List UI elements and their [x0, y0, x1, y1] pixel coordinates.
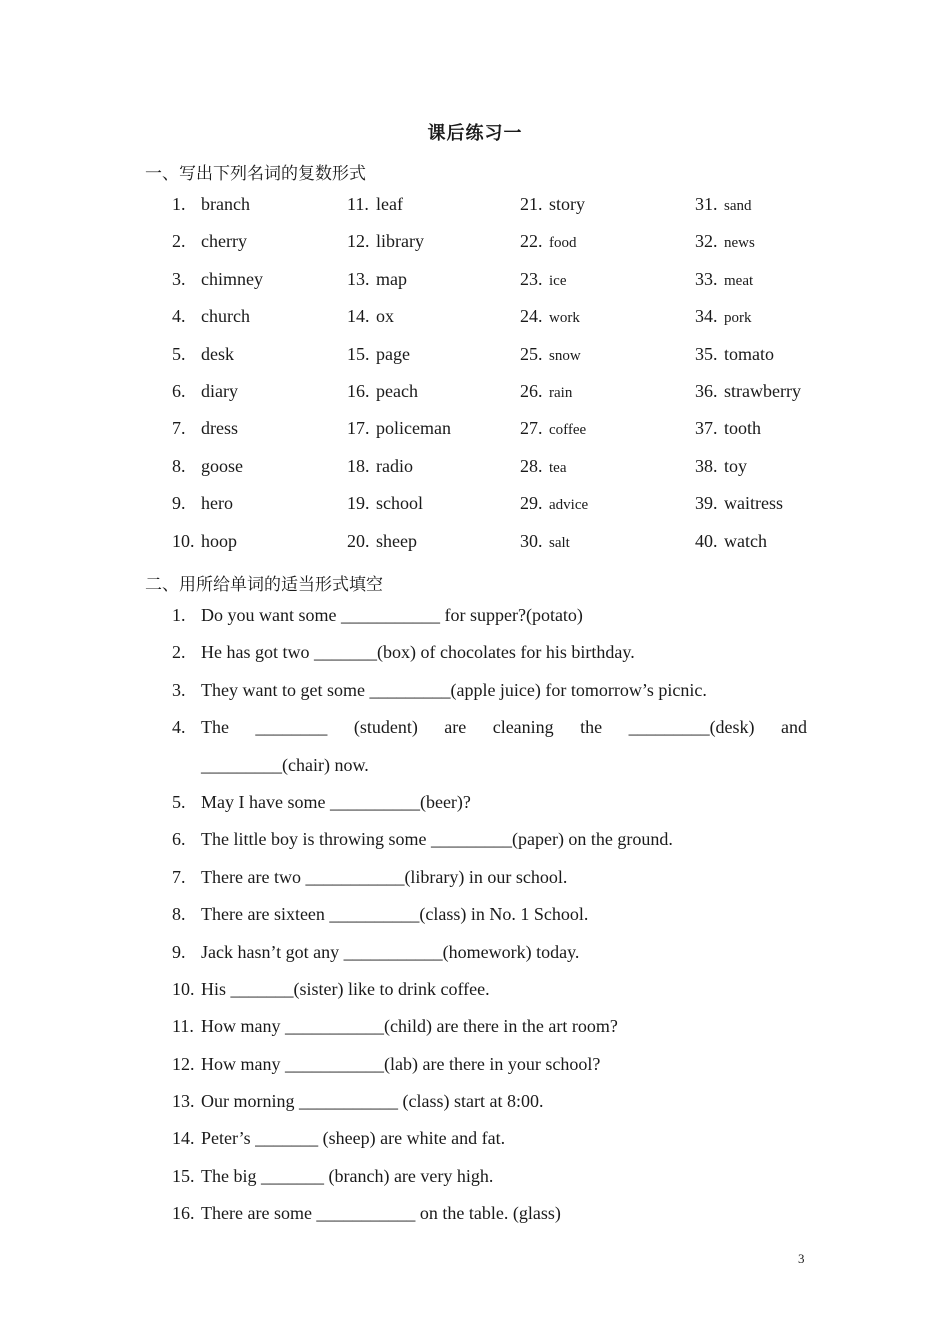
exercise-item — [0, 942, 950, 979]
exercise-text: There are some ___________ on the table. (glass) — [201, 1203, 561, 1224]
exercise-item — [0, 1128, 950, 1165]
word-item — [695, 194, 752, 215]
word-text: strawberry — [724, 380, 801, 401]
word-item — [172, 381, 238, 402]
word-number: 19. — [347, 493, 370, 514]
word-number: 32. — [695, 231, 718, 252]
word-text: tea — [549, 459, 567, 476]
exercise-text: They want to get some _________(apple juice) for tomorrow’s picnic. — [201, 679, 707, 700]
word-text: tomato — [724, 343, 774, 364]
exercise-item — [0, 1016, 950, 1053]
word-number: 18. — [347, 455, 370, 476]
word-item — [520, 344, 581, 365]
exercise-number: 7. — [172, 866, 186, 887]
word-item — [520, 531, 570, 552]
word-number: 31. — [695, 194, 718, 214]
word-item — [520, 306, 580, 327]
exercise-number: 4. — [172, 717, 186, 738]
exercise-number: 15. — [172, 1165, 195, 1186]
word-item — [347, 231, 424, 252]
word-row — [0, 531, 950, 568]
exercise-item — [0, 1203, 950, 1240]
exercise-number: 8. — [172, 904, 186, 925]
word-text: rain — [549, 384, 573, 401]
exercise-item — [0, 979, 950, 1016]
word-text: church — [201, 306, 250, 327]
exercise-text: He has got two _______(box) of chocolates for his birthday. — [201, 642, 635, 663]
word-item — [695, 269, 753, 290]
word-number: 37. — [695, 418, 718, 439]
word-text: page — [376, 343, 410, 364]
word-text: chimney — [201, 268, 263, 289]
exercise-item — [0, 642, 950, 679]
word-row — [0, 231, 950, 268]
word-number: 20. — [347, 530, 370, 551]
word-item — [695, 306, 752, 327]
exercise-number: 3. — [172, 679, 186, 700]
exercise-text: May I have some __________(beer)? — [201, 791, 471, 812]
word-text: food — [549, 235, 577, 252]
worksheet-title: 课后练习一 — [427, 123, 523, 144]
word-item — [172, 456, 243, 477]
word-text: diary — [201, 380, 238, 401]
exercise-number: 10. — [172, 978, 195, 999]
word-item — [347, 531, 417, 552]
word-row — [0, 344, 950, 381]
exercise-item — [0, 1091, 950, 1128]
exercise-item — [0, 680, 950, 717]
word-text: work — [549, 310, 580, 327]
word-text: meat — [724, 272, 754, 289]
word-item — [172, 418, 238, 439]
exercise-text: There are two ___________(library) in our school. — [201, 866, 568, 887]
word-number: 24. — [520, 306, 543, 327]
word-item — [347, 456, 413, 477]
exercise-word: ________ — [255, 717, 328, 738]
exercise-number: 5. — [172, 791, 186, 812]
word-number: 34. — [695, 306, 718, 327]
fill-in-blank-list — [0, 605, 950, 1241]
word-text: news — [724, 235, 755, 252]
word-item — [172, 231, 247, 252]
word-number: 36. — [695, 380, 718, 401]
word-number: 28. — [520, 455, 543, 476]
exercise-number: 16. — [172, 1203, 195, 1224]
word-text: pork — [724, 310, 752, 327]
word-text: leaf — [376, 194, 403, 214]
exercise-text: The little boy is throwing some _________(paper) on the ground. — [201, 829, 673, 850]
word-item — [172, 194, 250, 215]
exercise-word: and — [780, 717, 807, 738]
exercise-number: 6. — [172, 829, 186, 850]
word-item — [695, 231, 755, 252]
word-number: 1. — [172, 194, 186, 214]
word-text: hoop — [201, 530, 237, 551]
word-number: 5. — [172, 343, 186, 364]
word-number: 39. — [695, 493, 718, 514]
word-text: advice — [549, 497, 589, 514]
exercise-item — [0, 1166, 950, 1203]
word-number: 25. — [520, 343, 543, 364]
exercise-item — [0, 792, 950, 829]
word-row — [0, 269, 950, 306]
word-text: snow — [549, 347, 581, 364]
word-text: cherry — [201, 231, 247, 252]
exercise-number: 13. — [172, 1091, 195, 1112]
word-item — [347, 381, 418, 402]
word-text: ice — [549, 272, 567, 289]
word-text: map — [376, 268, 407, 289]
word-text: dress — [201, 418, 238, 439]
word-text: sheep — [376, 530, 417, 551]
word-number: 21. — [520, 194, 543, 214]
word-item — [695, 344, 774, 365]
word-number: 2. — [172, 231, 186, 252]
word-number: 14. — [347, 306, 370, 327]
word-number: 40. — [695, 530, 718, 551]
exercise-number: 11. — [172, 1016, 194, 1037]
word-text: toy — [724, 455, 748, 476]
word-item — [695, 456, 747, 477]
word-row — [0, 456, 950, 493]
word-text: hero — [201, 493, 233, 514]
word-item — [172, 344, 234, 365]
word-text: tooth — [724, 418, 762, 439]
exercise-text: Our morning ___________ (class) start at 8:00. — [201, 1091, 544, 1112]
exercise-word: the — [580, 717, 603, 738]
exercise-number: 12. — [172, 1053, 195, 1074]
word-item — [695, 531, 767, 552]
word-item — [172, 269, 263, 290]
word-text: school — [376, 493, 423, 514]
word-item — [695, 381, 801, 402]
exercise-text: The big _______ (branch) are very high. — [201, 1165, 494, 1186]
word-number: 4. — [172, 306, 186, 327]
exercise-text: How many ___________(lab) are there in your school? — [201, 1053, 601, 1074]
word-number: 15. — [347, 343, 370, 364]
word-item — [520, 456, 566, 477]
word-text: library — [376, 231, 424, 252]
word-item — [695, 418, 761, 439]
word-item — [695, 493, 783, 514]
word-item — [520, 493, 588, 514]
exercise-item — [0, 605, 950, 642]
word-number: 6. — [172, 380, 186, 401]
word-item — [347, 269, 407, 290]
exercise-item — [0, 1054, 950, 1091]
word-item — [520, 418, 586, 439]
word-text: watch — [724, 530, 767, 551]
word-text: waitress — [724, 493, 783, 514]
exercise-text: There are sixteen __________(class) in No. 1 School. — [201, 904, 589, 925]
word-row — [0, 381, 950, 418]
word-number: 8. — [172, 455, 186, 476]
word-number: 38. — [695, 455, 718, 476]
word-text: peach — [376, 380, 418, 401]
exercise-text: His _______(sister) like to drink coffee. — [201, 978, 490, 999]
section-1-heading: 一、写出下列名词的复数形式 — [145, 164, 366, 184]
exercise-word: The — [201, 717, 229, 738]
word-number: 35. — [695, 343, 718, 364]
word-number: 9. — [172, 493, 186, 514]
word-row — [0, 194, 950, 231]
exercise-text — [201, 717, 807, 738]
page-number: 3 — [798, 1251, 805, 1266]
word-number: 23. — [520, 268, 543, 289]
word-number: 7. — [172, 418, 186, 439]
word-number: 33. — [695, 268, 718, 289]
word-item — [520, 231, 577, 252]
word-item — [172, 493, 233, 514]
word-item — [520, 381, 572, 402]
section-2-heading: 二、用所给单词的适当形式填空 — [145, 575, 383, 595]
word-text: branch — [201, 194, 250, 214]
exercise-text: _________(chair) now. — [201, 754, 369, 775]
exercise-item — [0, 717, 950, 754]
word-row — [0, 306, 950, 343]
word-text: story — [549, 194, 585, 214]
word-number: 12. — [347, 231, 370, 252]
exercise-text: Do you want some ___________ for supper?(potato) — [201, 605, 583, 625]
word-item — [520, 269, 566, 290]
exercise-text: Peter’s _______ (sheep) are white and fat. — [201, 1128, 506, 1149]
word-item — [347, 493, 423, 514]
word-row — [0, 493, 950, 530]
word-text: ox — [376, 306, 394, 327]
noun-plural-word-grid — [0, 194, 950, 568]
exercise-number: 1. — [172, 605, 186, 625]
word-row — [0, 418, 950, 455]
word-text: goose — [201, 455, 243, 476]
word-item — [172, 306, 250, 327]
word-text: salt — [549, 534, 570, 551]
word-text: desk — [201, 343, 234, 364]
exercise-word: cleaning — [492, 717, 554, 738]
word-item — [347, 194, 403, 215]
word-item — [347, 306, 394, 327]
exercise-item — [0, 904, 950, 941]
exercise-word: are — [444, 717, 467, 738]
exercise-text: How many ___________(child) are there in the art room? — [201, 1016, 618, 1037]
word-number: 3. — [172, 268, 186, 289]
word-number: 13. — [347, 268, 370, 289]
word-item — [347, 344, 410, 365]
exercise-number: 9. — [172, 941, 186, 962]
word-number: 10. — [172, 530, 195, 551]
word-item — [520, 194, 585, 215]
word-number: 26. — [520, 380, 543, 401]
word-number: 30. — [520, 530, 543, 551]
exercise-word: _________(desk) — [628, 717, 755, 738]
word-number: 11. — [347, 194, 369, 214]
word-item — [347, 418, 451, 439]
word-number: 16. — [347, 380, 370, 401]
exercise-word: (student) — [353, 717, 418, 738]
word-text: sand — [724, 198, 752, 214]
word-text: policeman — [376, 418, 451, 439]
exercise-item — [0, 867, 950, 904]
word-number: 29. — [520, 493, 543, 514]
word-text: radio — [376, 455, 413, 476]
word-number: 27. — [520, 418, 543, 439]
exercise-item — [0, 829, 950, 866]
exercise-text: Jack hasn’t got any ___________(homework) today. — [201, 941, 580, 962]
exercise-number: 2. — [172, 642, 186, 663]
word-number: 17. — [347, 418, 370, 439]
word-number: 22. — [520, 231, 543, 252]
exercise-number: 14. — [172, 1128, 195, 1149]
word-text: coffee — [549, 422, 587, 439]
word-item — [172, 531, 237, 552]
exercise-item — [0, 755, 950, 792]
